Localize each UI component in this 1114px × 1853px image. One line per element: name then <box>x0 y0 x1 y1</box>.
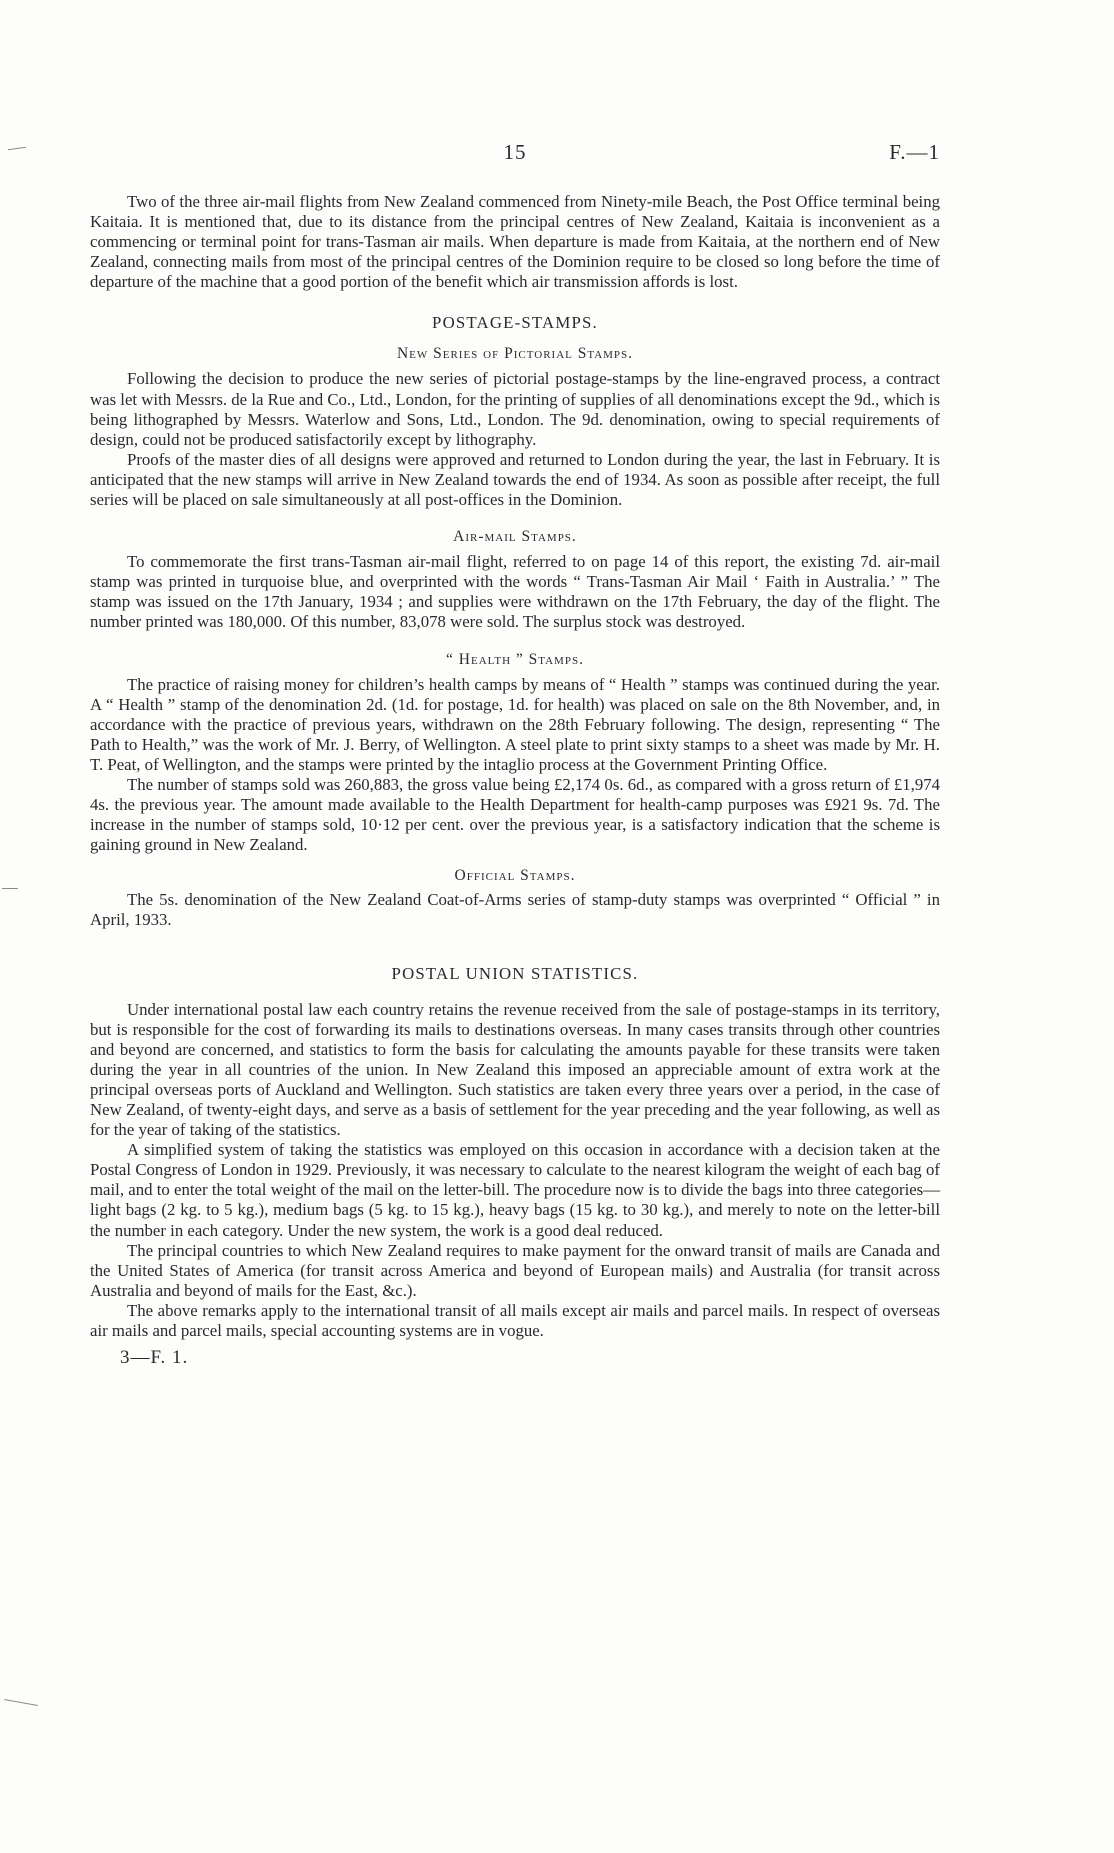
postal-union-paragraph: A simplified system of taking the statistics was employed on this occasion in accordance with a decision taken at the Postal Congress of London in 1929. Previously, it was necessary to calculate to the nearest kilogram the weight of each bag of mail, and to enter the total weight of the mail on the letter-bill. The procedure now is to divide the bags into three categories— light bags (2 kg. to 5 kg.), medium bags (5 kg. to 15 kg.), heavy bags (15 kg. to 30 kg.), and merely to note on the letter-bill the number in each category. Under the new system, the work is a good deal reduced. <box>90 1140 940 1240</box>
health-paragraph: The number of stamps sold was 260,883, the gross value being £2,174 0s. 6d., as compared with a gross return of £1,974 4s. the previous year. The amount made available to the Health Department for health-camp purposes was £921 9s. 7d. The increase in the number of stamps sold, 10·12 per cent. over the previous year, is a satisfactory indication that the scheme is gaining ground in New Zealand. <box>90 774 940 855</box>
document-code: F.—1 <box>889 140 940 164</box>
subheading-pictorial-stamps: New Series of Pictorial Stamps. <box>396 345 634 363</box>
page-body <box>90 192 940 1369</box>
margin-mark <box>2 888 18 889</box>
subheading-official-stamps: Official Stamps. <box>454 867 576 885</box>
signature-mark: 3—F. 1. <box>120 1347 189 1369</box>
postal-union-paragraph: The principal countries to which New Zealand requires to make payment for the onward transit of mails are Canada and the United States of America (for transit across America and beyond of European mails) and Australia (for transit across Australia and beyond of mails for the East, &c.). <box>90 1240 940 1300</box>
health-paragraph: The practice of raising money for children’s health camps by means of “ Health ” stamps was continued during the year. A “ Health ” stamp of the denomination 2d. (1d. for postage, 1d. for health) was placed on sale on the 8th November, and, in accordance with the practice of previous years, withdrawn on the 28th February following. The design, representing “ The Path to Health,” was the work of Mr. J. Berry, of Wellington. A steel plate to print sixty stamps to a sheet was made by Mr. H. T. Peat, of Wellington, and the stamps were printed by the intaglio process at the Government Printing Office. <box>90 674 940 774</box>
airmail-paragraph: To commemorate the first trans-Tasman air-mail flight, referred to on page 14 of this report, the existing 7d. air-mail stamp was printed in turquoise blue, and overprinted with the words “ Trans-Tasman Air Mail ‘ Faith in Australia.’ ” The stamp was issued on the 17th January, 1934 ; and supplies were withdrawn on the 17th February, the day of the flight. The number printed was 180,000. Of this number, 83,078 were sold. The surplus stock was destroyed. <box>90 552 940 632</box>
margin-mark <box>8 147 26 150</box>
section-heading-postage-stamps: POSTAGE-STAMPS. <box>432 313 598 333</box>
margin-mark <box>4 1699 38 1706</box>
intro-paragraph: Two of the three air-mail flights from New Zealand commenced from Ninety-mile Beach, the Post Office terminal being Kaitaia. It is mentioned that, due to its distance from the principal centres of New Zealand, Kaitaia is inconvenient as a commencing or terminal point for trans-Tasman air mails. When departure is made from Kaitaia, at the northern end of New Zealand, connecting mails from most of the principal centres of the Dominion require to be closed so long before the time of departure of the machine that a good portion of the benefit which air transmission affords is lost. <box>90 192 940 292</box>
page-number: 15 <box>503 140 527 164</box>
page-header <box>90 140 940 170</box>
postal-union-paragraph: The above remarks apply to the international transit of all mails except air mails and parcel mails. In respect of overseas air mails and parcel mails, special accounting systems are in vogue. <box>90 1300 940 1341</box>
section-heading-postal-union: POSTAL UNION STATISTICS. <box>391 963 639 983</box>
pictorial-paragraph: Following the decision to produce the new series of pictorial postage-stamps by the line-engraved process, a contract was let with Messrs. de la Rue and Co., Ltd., London, for the printing of supplies of all denominations except the 9d., which is being lithographed by Messrs. Waterlow and Sons, Ltd., London. The 9d. denomination, owing to special requirements of design, could not be produced satisfactorily except by lithography. <box>90 369 940 449</box>
subheading-health-stamps: “ Health ” Stamps. <box>446 650 584 668</box>
postal-union-paragraph: Under international postal law each country retains the revenue received from the sale of postage-stamps in its territory, but is responsible for the cost of forwarding its mails to destinations overseas. In many cases transits through other countries and beyond are concerned, and statistics to form the basis for calculating the amounts payable for these transits were taken during the year in all countries of the union. In New Zealand this imposed an appreciable amount of extra work at the principal overseas ports of Auckland and Wellington. Such statistics are taken every three years over a period, in the case of New Zealand, of twenty-eight days, and serve as a basis of settlement for the year preceding and the year following, as well as for the year of taking of the statistics. <box>90 999 940 1140</box>
subheading-airmail-stamps: Air-mail Stamps. <box>453 528 577 546</box>
official-paragraph: The 5s. denomination of the New Zealand Coat-of-Arms series of stamp-duty stamps was overprinted “ Official ” in April, 1933. <box>90 890 940 930</box>
pictorial-paragraph: Proofs of the master dies of all designs were approved and returned to London during the year, the last in February. It is anticipated that the new stamps will arrive in New Zealand towards the end of 1934. As soon as possible after receipt, the full series will be placed on sale simultaneously at all post-offices in the Dominion. <box>90 449 940 510</box>
